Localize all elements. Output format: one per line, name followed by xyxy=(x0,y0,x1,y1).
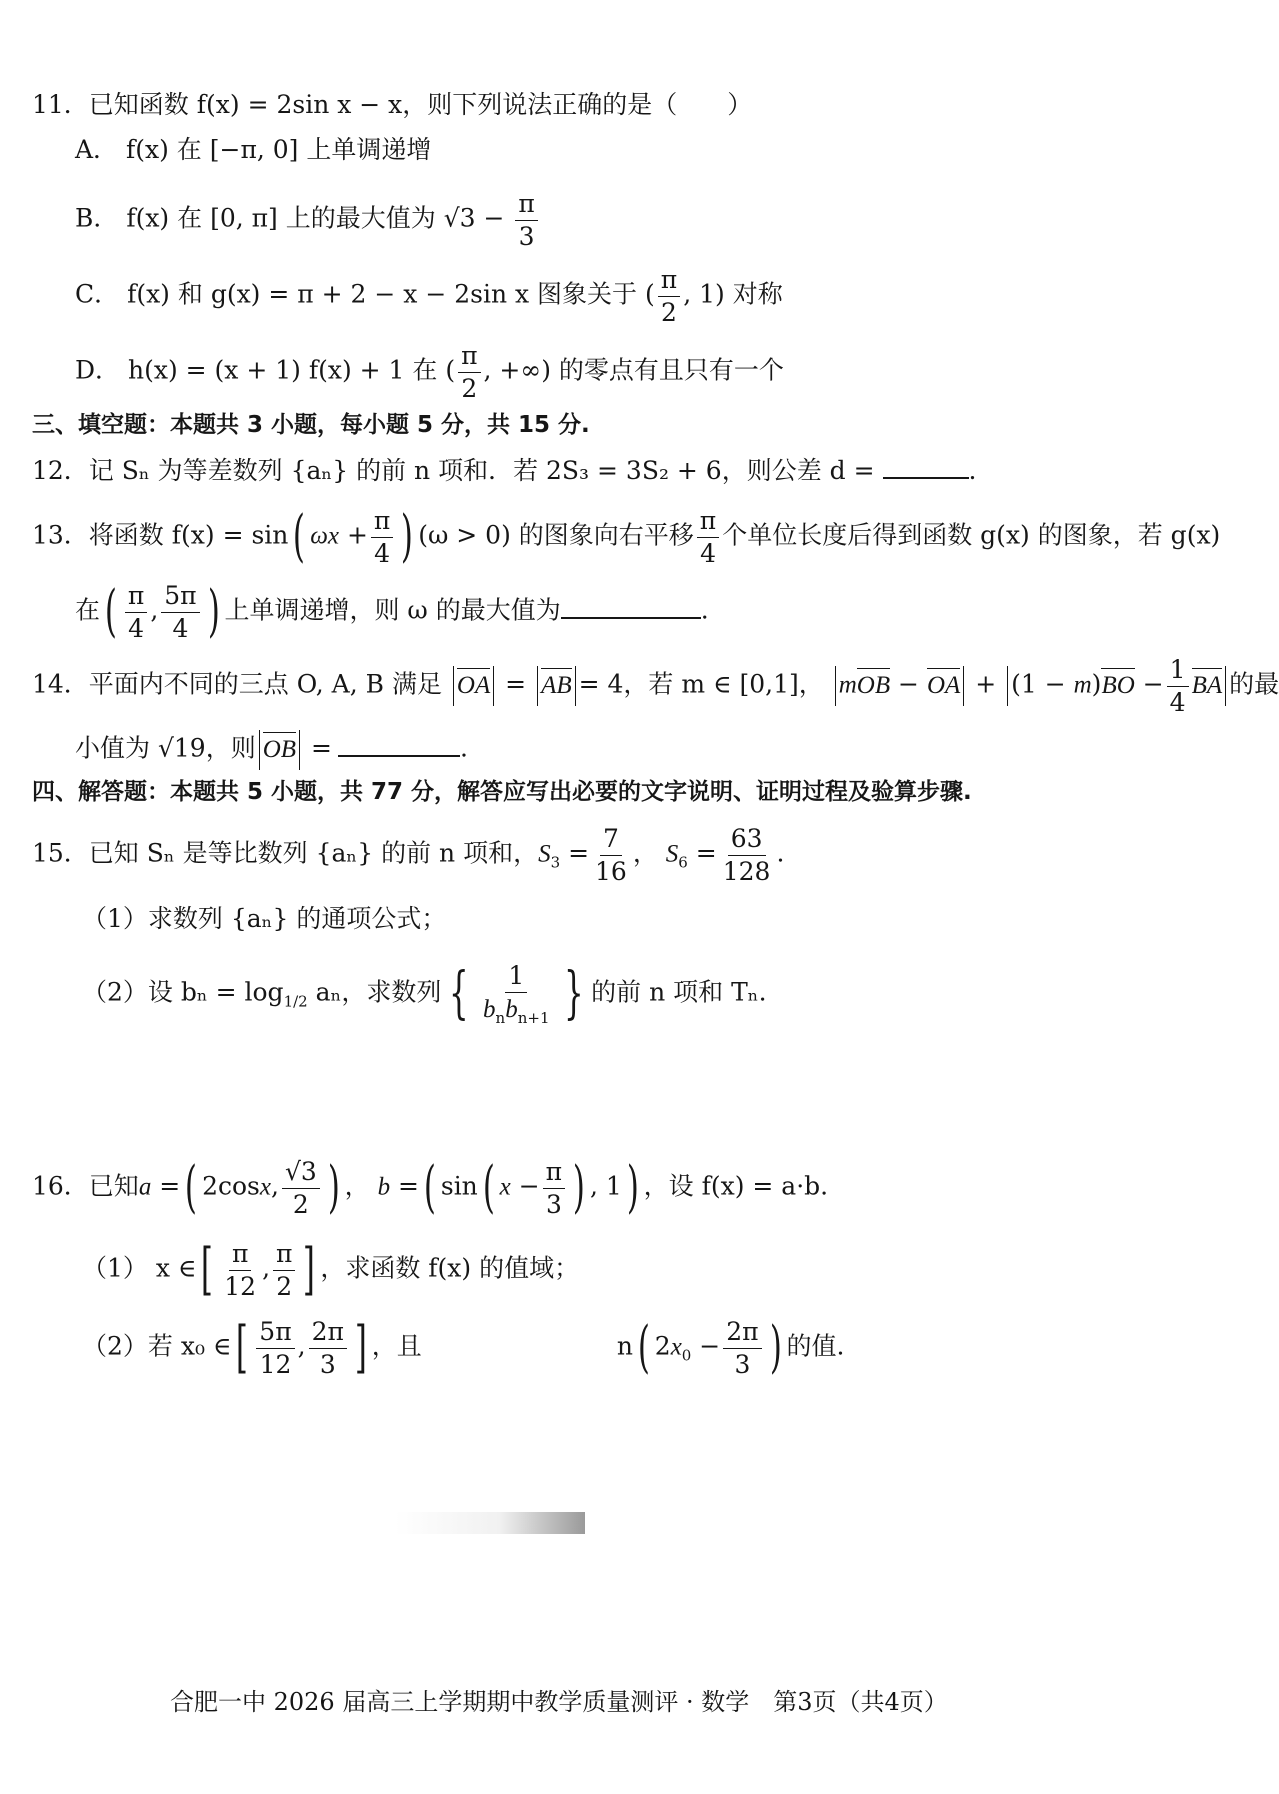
fraction-pi-over-2: $\frac{\pi}{2}$ xyxy=(658,266,680,326)
q16-text: 16．已知 xyxy=(32,1171,139,1201)
fraction-pi-over-12: $\frac{\pi}{12}$ xyxy=(224,1239,257,1301)
fraction-1-over-4: $\frac{1}{4}$ xyxy=(1167,656,1189,716)
q13-mid: (ω > 0) 的图象向右平移 xyxy=(418,520,694,550)
q13-line1: 13．将函数 f(x) = sin( ωx + $\frac{\pi}{4}$ ) (ω > 0) 的图象向右平移 $\frac{\pi}{4}$ 个单位长度后得到函数 g(x) 的图象，若 g(x) xyxy=(32,504,1221,569)
fraction-7-over-16: $\frac{7}{16}$ xyxy=(595,824,627,886)
q11-option-b-text: B． f(x) 在 [0, π] 上的最大值为 √3 − xyxy=(75,203,505,233)
q13-line2-text: 在 xyxy=(75,595,101,625)
section-3-heading: 三、填空题：本题共 3 小题，每小题 5 分，共 15 分. xyxy=(32,412,590,438)
page-footer: 合肥一中 2026 届高三上学期期中教学质量测评 · 数学 第3页（共4页） xyxy=(170,1688,948,1716)
fraction-pi-over-3: $\frac{\pi}{3}$ xyxy=(543,1158,565,1218)
q13-post: 个单位长度后得到函数 g(x) 的图象，若 g(x) xyxy=(722,520,1221,550)
q14-line1: 14．平面内不同的三点 O, A, B 满足 OA = AB = 4，若 m ∈ [0,1]， mOB − OA + (1 − m)BO − $\frac{1}{4}$ BA 的最 xyxy=(32,655,1279,717)
q11-option-b xyxy=(75,190,541,250)
q14-line2-text: 小值为 √19，则 xyxy=(75,733,256,763)
fraction-2pi-over-3: $\frac{2\pi}{3}$ xyxy=(723,1318,761,1378)
q16-part-2-tail: 的值. xyxy=(786,1331,845,1361)
fraction-sqrt3-over-2: $\frac{√3}{2}$ xyxy=(282,1158,320,1218)
q16-part-1-tail: ，求函数 f(x) 的值域； xyxy=(320,1253,580,1283)
q15-text: 15．已知 Sₙ 是等比数列 {aₙ} 的前 n 项和， xyxy=(32,838,539,868)
q15-part-2-tail: 的前 n 项和 Tₙ. xyxy=(591,977,767,1007)
answer-blank xyxy=(338,755,460,757)
q16-part-2-mid: ，且 xyxy=(371,1331,422,1361)
fraction-pi-over-2: $\frac{\pi}{2}$ xyxy=(273,1240,295,1300)
q11-option-a: A． f(x) 在 [−π, 0] 上单调递增 xyxy=(75,135,432,164)
fraction-pi-over-2: $\frac{\pi}{2}$ xyxy=(458,342,480,402)
q11-option-d-text: D． h(x) = (x + 1) f(x) + 1 在 ( xyxy=(75,355,456,385)
q12: 12．记 Sₙ 为等差数列 {aₙ} 的前 n 项和．若 2S₃ = 3S₂ + 6，则公差 d = . xyxy=(32,456,977,485)
q11-option-d-tail: , +∞) 的零点有且只有一个 xyxy=(483,355,784,385)
q16-part-1: （1） x ∈[ $\frac{\pi}{12}$ , $\frac{\pi}{2}$ ] ，求函数 f(x) 的值域； xyxy=(82,1237,580,1302)
fraction-63-over-128: $\frac{63}{128}$ xyxy=(722,824,771,886)
answer-blank xyxy=(883,477,969,479)
fraction-pi-over-4: $\frac{\pi}{4}$ xyxy=(371,507,393,567)
q13-line2: 在( $\frac{\pi}{4}$ , $\frac{5\pi}{4}$ ) 上单调递增，则 ω 的最大值为 . xyxy=(75,579,709,644)
fraction-2pi-over-3: $\frac{2\pi}{3}$ xyxy=(309,1318,347,1378)
q13-text: 13．将函数 f(x) = sin xyxy=(32,520,289,550)
fraction-5pi-over-4: $\frac{5\pi}{4}$ xyxy=(161,582,199,642)
fraction-5pi-over-12: $\frac{5\pi}{12}$ xyxy=(256,1318,294,1378)
q14-line2: 小值为 √19，则 OB = . xyxy=(75,730,468,770)
q16-stem: 16．已知a =( 2cosx, $\frac{√3}{2}$ ) ， b =( sin( x − $\frac{\pi}{3}$ ) , 1) ，设 f(x) = a·b. xyxy=(32,1155,829,1220)
q12-text: 12．记 Sₙ 为等差数列 {aₙ} 的前 n 项和．若 2S₃ = 3S₂ + 6，则公差 d = xyxy=(32,456,875,485)
q16-part-1-text: （1） x ∈ xyxy=(82,1253,197,1283)
q11-option-c-text: C． f(x) 和 g(x) = π + 2 − x − 2sin x 图象关于 ( xyxy=(75,279,655,309)
answer-blank xyxy=(561,617,701,619)
q11-option-c xyxy=(75,266,783,326)
fraction-pi-over-4: $\frac{\pi}{4}$ xyxy=(125,582,147,642)
q14-text: 14．平面内不同的三点 O, A, B 满足 xyxy=(32,669,442,699)
q15-stem: 15．已知 Sₙ 是等比数列 {aₙ} 的前 n 项和，$S_3$ = $\frac{7}{16}$ ， $S_6$ = $\frac{63}{128}$ . xyxy=(32,824,785,886)
fraction-1-over-bn-bn1: $\frac{1}{b_nb_{n+1}}$ xyxy=(483,961,550,1027)
q11-option-c-tail: , 1) 对称 xyxy=(683,279,783,309)
q15-part-2-text: （2）设 bₙ = log xyxy=(82,977,284,1007)
fraction-pi-over-4: $\frac{\pi}{4}$ xyxy=(697,507,719,567)
q15-part-2: （2）设 $b_n = \log_{1/2} a_n$，求数列 { $\frac{1}{b_nb_{n+1}}$ } 的前 n 项和 Tₙ. xyxy=(82,961,767,1027)
section-4-heading: 四、解答题：本题共 5 小题，共 77 分，解答应写出必要的文字说明、证明过程及验算步骤. xyxy=(32,779,972,805)
q14-mid: = 4，若 m ∈ [0,1]， xyxy=(578,669,824,699)
q11-stem: 11．已知函数 f(x) = 2sin x − x，则下列说法正确的是（ ） xyxy=(32,90,753,119)
q15-part-1: （1）求数列 {aₙ} 的通项公式； xyxy=(82,904,447,933)
q15-part-2-mid: aₙ，求数列 xyxy=(315,977,442,1007)
obscured-region xyxy=(395,1512,585,1534)
q11-option-d xyxy=(75,342,784,402)
q16-part-2-text: （2）若 x₀ ∈ xyxy=(82,1331,232,1361)
q16-part-2: （2）若 x₀ ∈[ $\frac{5\pi}{12}$ , $\frac{2\pi}{3}$ ] ，且 n( $2x_0$ − $\frac{2\pi}{3}$ ) 的值. xyxy=(82,1315,845,1380)
q14-post: 的最 xyxy=(1229,669,1279,699)
fraction-pi-over-3: $\frac{\pi}{3}$ xyxy=(515,190,537,250)
q16-text-tail: ，设 f(x) = a·b. xyxy=(643,1171,829,1201)
q13-line2-tail: 上单调递增，则 ω 的最大值为 xyxy=(224,595,561,625)
